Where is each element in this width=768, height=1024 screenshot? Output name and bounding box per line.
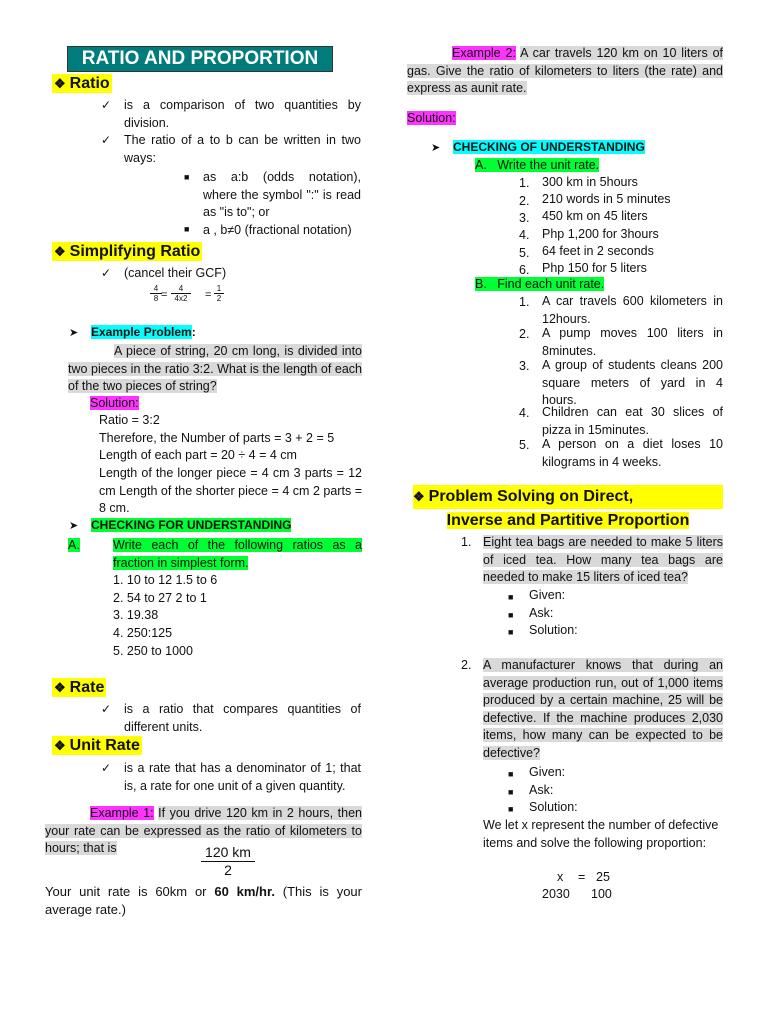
cfu2-a-item: 450 km on 45 liters bbox=[542, 209, 648, 223]
list-number: 1. bbox=[461, 535, 472, 549]
proportion-x: x bbox=[557, 870, 564, 884]
cfu2-label: CHECKING OF UNDERSTANDING bbox=[453, 140, 645, 154]
cfu2-b-item: A car travels 600 kilometers in 12hours. bbox=[542, 294, 723, 326]
cfu1-letter: A. bbox=[68, 538, 80, 552]
square-bullet-icon: ■ bbox=[184, 172, 190, 182]
diamond-bullet-icon: ❖ bbox=[54, 738, 66, 753]
example1-result: Your unit rate is 60km or 60 km/hr. (This is your average rate.) bbox=[45, 884, 362, 917]
unit-rate-heading: ❖ Unit Rate bbox=[54, 737, 140, 754]
list-number: 2. bbox=[461, 658, 472, 672]
square-bullet-icon: ■ bbox=[508, 592, 514, 602]
cfu2-a-item: 210 words in 5 minutes bbox=[542, 192, 671, 206]
cfu2-b-item: A pump moves 100 liters in 8minutes. bbox=[542, 326, 723, 358]
fraction-1-2: $\frac{1}{2}$ bbox=[214, 284, 224, 303]
list-number: 6. bbox=[519, 263, 530, 277]
ratio-ways: The ratio of a to b can be written in two ways: bbox=[124, 133, 361, 165]
solution-explanation: We let x represent the number of defective items and solve the following proportion: bbox=[483, 818, 719, 850]
diamond-bullet-icon: ❖ bbox=[413, 489, 425, 504]
proportion-25: 25 bbox=[596, 870, 610, 884]
solution-line: Length of each part = 20 ÷ 4 = 4 cm bbox=[99, 448, 297, 462]
solution-line: Ratio = 3:2 bbox=[99, 413, 160, 427]
solution-label: Solution: bbox=[529, 623, 578, 637]
example2-solution-label: Solution: bbox=[407, 111, 456, 125]
ask-label: Ask: bbox=[529, 783, 554, 797]
problem-1: Eight tea bags are needed to make 5 liters of iced tea. How many tea bags are needed to make 15 liters of iced tea? bbox=[483, 535, 723, 584]
simplifying-note: (cancel their GCF) bbox=[124, 266, 227, 280]
cfu2-a-instruction: A. Write the unit rate. bbox=[475, 158, 600, 172]
cfu1-instruction: Write each of the following ratios as a fraction in simplest form. bbox=[113, 538, 362, 570]
cfu1-label: CHECKING FOR UNDERSTANDING bbox=[91, 518, 292, 532]
equals-sign: = bbox=[205, 289, 212, 301]
square-bullet-icon: ■ bbox=[508, 804, 514, 814]
proportion-100: 100 bbox=[591, 887, 612, 901]
simplifying-heading: ❖ Simplifying Ratio bbox=[54, 243, 201, 260]
solution-line: Length of the longer piece = 4 cm 3 parts = 12 cm Length of the shorter piece = 4 cm 2 parts = 8 cm. bbox=[99, 466, 362, 515]
cfu1-item: 5. 250 to 1000 bbox=[113, 644, 193, 658]
square-bullet-icon: ■ bbox=[508, 787, 514, 797]
example1-text: Example 1: If you drive 120 km in 2 hours, then your rate can be expressed as the ratio of kilometers to hours; that is bbox=[45, 806, 362, 855]
fraction-4-8: $\frac{4}{8}$ bbox=[150, 284, 162, 303]
check-icon: ✓ bbox=[101, 98, 112, 112]
arrow-bullet-icon: ➤ bbox=[69, 520, 79, 532]
list-number: 3. bbox=[519, 359, 530, 373]
list-number: 5. bbox=[519, 438, 530, 452]
list-number: 1. bbox=[519, 295, 530, 309]
diamond-bullet-icon: ❖ bbox=[54, 76, 66, 91]
ask-label: Ask: bbox=[529, 606, 554, 620]
cfu1-item: 2. 54 to 27 2 to 1 bbox=[113, 591, 207, 605]
ratio-heading: ❖ Ratio bbox=[54, 75, 110, 92]
list-number: 5. bbox=[519, 246, 530, 260]
page-title: RATIO AND PROPORTION bbox=[67, 46, 333, 72]
fraction-120km-2: 120 km 2 bbox=[198, 843, 258, 879]
check-icon: ✓ bbox=[101, 133, 112, 147]
unit-rate-definition: is a rate that has a denominator of 1; that is, a rate for one unit of a given quantity. bbox=[124, 761, 361, 793]
cfu2-a-item: 300 km in 5hours bbox=[542, 175, 638, 189]
list-number: 4. bbox=[519, 406, 530, 420]
cfu2-b-item: Children can eat 30 slices of pizza in 15minutes. bbox=[542, 405, 723, 437]
list-number: 2. bbox=[519, 327, 530, 341]
rate-heading: ❖ Rate bbox=[54, 679, 105, 696]
list-number: 3. bbox=[519, 211, 530, 225]
diamond-bullet-icon: ❖ bbox=[54, 680, 66, 695]
solution-line: Therefore, the Number of parts = 3 + 2 = 5 bbox=[99, 431, 335, 445]
ratio-definition: is a comparison of two quantities by division. bbox=[124, 98, 361, 130]
cfu2-b-item: A group of students cleans 200 square meters of yard in 4 hours. bbox=[542, 358, 723, 407]
cfu2-a-item: Php 1,200 for 3hours bbox=[542, 227, 659, 241]
equals-sign: = bbox=[161, 289, 168, 301]
arrow-bullet-icon: ➤ bbox=[69, 327, 79, 339]
cfu2-b-item: A person on a diet loses 10 kilograms in 4 weeks. bbox=[542, 437, 723, 469]
check-icon: ✓ bbox=[101, 266, 112, 280]
check-icon: ✓ bbox=[101, 761, 112, 775]
list-number: 1. bbox=[519, 176, 530, 190]
cfu1-item: 4. 250:125 bbox=[113, 626, 173, 640]
square-bullet-icon: ■ bbox=[508, 627, 514, 637]
cfu1-item: 1. 10 to 12 1.5 to 6 bbox=[113, 573, 218, 587]
ratio-odds-notation: as a:b (odds notation), where the symbol ":" is read as "is to"; or bbox=[203, 170, 361, 219]
problem-2: A manufacturer knows that during an average production run, out of 1,000 items produced by a certain machine, 25 will be defective. If the machine produces 2,030 items, how many can be expected to be defective? bbox=[483, 658, 723, 760]
cfu2-b-instruction: B. Find each unit rate. bbox=[475, 277, 605, 291]
rate-definition: is a ratio that compares quantities of different units. bbox=[124, 702, 361, 734]
example2-text: Example 2: A car travels 120 km on 10 liters of gas. Give the ratio of kilometers to liters (the rate) and express as aunit rate. bbox=[407, 46, 723, 95]
solution-label: Solution: bbox=[529, 800, 578, 814]
list-number: 4. bbox=[519, 228, 530, 242]
diamond-bullet-icon: ❖ bbox=[54, 244, 66, 259]
cfu2-a-item: Php 150 for 5 liters bbox=[542, 261, 647, 275]
square-bullet-icon: ■ bbox=[184, 224, 190, 234]
given-label: Given: bbox=[529, 765, 566, 779]
square-bullet-icon: ■ bbox=[508, 769, 514, 779]
given-label: Given: bbox=[529, 588, 566, 602]
problem-solving-heading: ❖ Problem Solving on Direct, Inverse and Partitive Proportion bbox=[413, 485, 723, 533]
proportion-equals: = bbox=[578, 870, 586, 884]
square-bullet-icon: ■ bbox=[508, 610, 514, 620]
check-icon: ✓ bbox=[101, 702, 112, 716]
list-number: 2. bbox=[519, 194, 530, 208]
fraction-4-4x2: $\frac{4}{4x2}$ bbox=[171, 284, 191, 303]
ratio-fractional-notation: a , b≠0 (fractional notation) bbox=[203, 223, 352, 237]
proportion-2030: 2030 bbox=[542, 887, 570, 901]
example-problem-text: A piece of string, 20 cm long, is divided into two pieces in the ratio 3:2. What is the length of each of the two pieces of string? bbox=[68, 344, 362, 393]
cfu1-item: 3. 19.38 bbox=[113, 608, 159, 622]
example-problem-label: Example Problem: bbox=[91, 325, 196, 339]
example-problem-solution-label: Solution: bbox=[90, 396, 139, 410]
arrow-bullet-icon: ➤ bbox=[431, 142, 441, 154]
cfu2-a-item: 64 feet in 2 seconds bbox=[542, 244, 654, 258]
